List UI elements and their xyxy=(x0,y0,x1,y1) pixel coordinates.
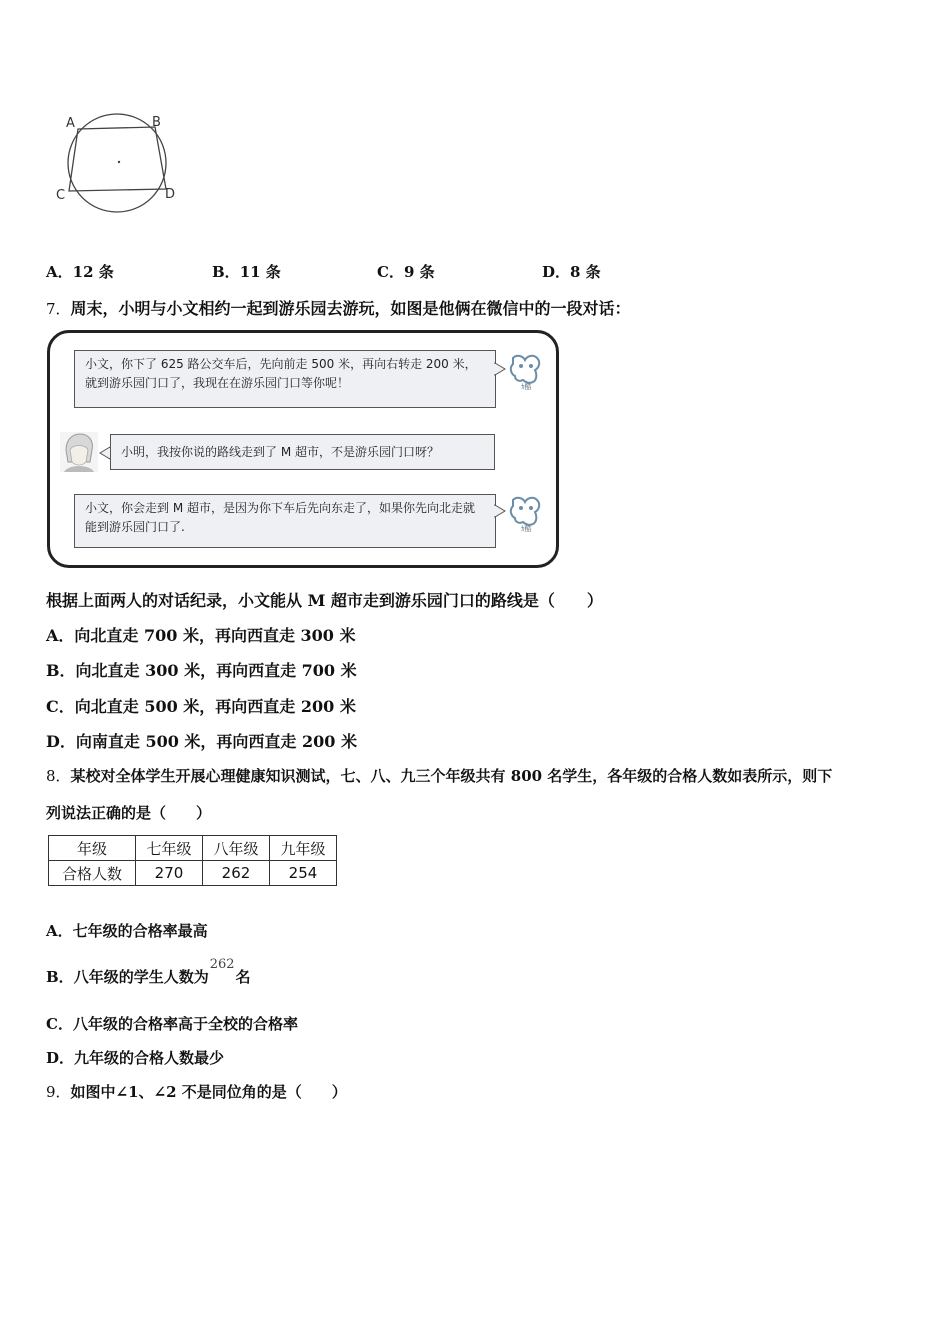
option-text: 8 条 xyxy=(570,263,601,281)
option-text: 八年级的学生人数为 xyxy=(73,968,209,986)
option-letter: D． xyxy=(46,1049,75,1067)
option-letter: A． xyxy=(46,263,73,281)
avatar-xiaowen-icon xyxy=(60,432,98,472)
question-text: 根据上面两人的对话纪录，小文能从 M 超市走到游乐园门口的路线是（ ） xyxy=(46,591,603,610)
question-text: 列说法正确的是（ ） xyxy=(46,804,212,822)
q7-option-c xyxy=(46,694,356,717)
q7-option-a xyxy=(46,623,356,646)
bubble-tail-right-icon xyxy=(494,362,506,376)
question-text: 如图中∠1、∠2 不是同位角的是（ ） xyxy=(70,1083,347,1101)
option-text: 12 条 xyxy=(72,263,114,281)
table-cell: 254 xyxy=(270,861,337,886)
option-letter: B． xyxy=(46,968,74,986)
label-a: A xyxy=(66,116,75,131)
chat-message: 小明，我按你说的路线走到了 M 超市，不是游乐园门口呀？ xyxy=(121,445,439,459)
question-text: 周末，小明与小文相约一起到游乐园去游玩，如图是他俩在微信中的一段对话： xyxy=(70,299,631,318)
q8-stem-line1 xyxy=(46,765,832,786)
question-text: 某校对全体学生开展心理健康知识测试，七、八、九三个年级共有 800 名学生，各年级的合格人数如表所示，则下 xyxy=(70,767,833,785)
chat-message: 小文，你下了 625 路公交车后，先向前走 500 米，再向右转走 200 米，就到游乐园门口了，我现在在游乐园门口等你呢！ xyxy=(85,357,477,390)
chat-bubble-xiaoming-1 xyxy=(74,350,496,408)
option-text: 七年级的合格率最高 xyxy=(72,922,208,940)
option-text: 向北直走 300 米，再向西直走 700 米 xyxy=(75,661,357,680)
option-letter: D． xyxy=(46,732,76,751)
q7-question xyxy=(46,588,603,611)
option-letter: D． xyxy=(542,263,571,281)
q8-option-c xyxy=(46,1013,298,1034)
table-header-row xyxy=(49,836,337,861)
table-cell: 262 xyxy=(203,861,270,886)
q6-option-c xyxy=(377,261,435,282)
question-number: 9． xyxy=(46,1083,71,1101)
option-letter: B． xyxy=(46,661,76,680)
question-number: 7． xyxy=(46,300,71,318)
q8-stem-line2 xyxy=(46,802,211,823)
table-row xyxy=(49,861,337,886)
q6-option-d xyxy=(542,261,601,282)
q8-option-b xyxy=(46,957,251,987)
table-cell: 九年级 xyxy=(270,836,337,861)
question-number: 8． xyxy=(46,767,71,785)
chat-message: 小文，你会走到 M 超市，是因为你下车后先向东走了，如果你先向北走就能到游乐园门口了. xyxy=(85,501,475,534)
option-number: 262 xyxy=(209,957,235,972)
option-letter: A． xyxy=(46,626,75,645)
option-text: 九年级的合格人数最少 xyxy=(74,1049,225,1067)
q7-option-b xyxy=(46,658,357,681)
option-suffix: 名 xyxy=(235,968,251,986)
option-text: 向北直走 500 米，再向西直走 200 米 xyxy=(74,697,356,716)
table-cell: 合格人数 xyxy=(49,861,136,886)
label-c: C xyxy=(56,188,66,203)
table-cell: 270 xyxy=(136,861,203,886)
grades-table xyxy=(48,835,337,886)
label-b: B xyxy=(152,115,161,130)
option-text: 11 条 xyxy=(239,263,281,281)
q9-stem xyxy=(46,1081,347,1102)
option-text: 八年级的合格率高于全校的合格率 xyxy=(72,1015,298,1033)
avatar-xiaoming-icon xyxy=(507,352,547,392)
table-cell: 七年级 xyxy=(136,836,203,861)
option-letter: C． xyxy=(377,263,404,281)
table-cell: 八年级 xyxy=(203,836,270,861)
avatar-tag: ｶ酷 xyxy=(521,525,532,533)
avatar-tag: ｶ酷 xyxy=(521,383,532,391)
option-text: 9 条 xyxy=(403,263,435,281)
bubble-tail-right-icon xyxy=(494,504,506,518)
chat-bubble-xiaowen xyxy=(110,434,495,470)
option-letter: B． xyxy=(212,263,240,281)
avatar-xiaoming-icon xyxy=(507,494,547,534)
q6-option-a xyxy=(46,261,114,282)
q6-option-b xyxy=(212,261,281,282)
option-letter: C． xyxy=(46,1015,73,1033)
chat-bubble-xiaoming-2 xyxy=(74,494,496,548)
q7-stem xyxy=(46,296,631,319)
circle-quadrilateral-figure xyxy=(52,110,182,215)
q7-option-d xyxy=(46,729,357,752)
q8-option-d xyxy=(46,1047,224,1068)
q8-option-a xyxy=(46,920,208,941)
option-letter: C． xyxy=(46,697,75,716)
label-d: D xyxy=(165,187,176,202)
option-letter: A． xyxy=(46,922,73,940)
option-text: 向南直走 500 米，再向西直走 200 米 xyxy=(75,732,357,751)
table-cell: 年级 xyxy=(49,836,136,861)
option-text: 向北直走 700 米，再向西直走 300 米 xyxy=(74,626,356,645)
